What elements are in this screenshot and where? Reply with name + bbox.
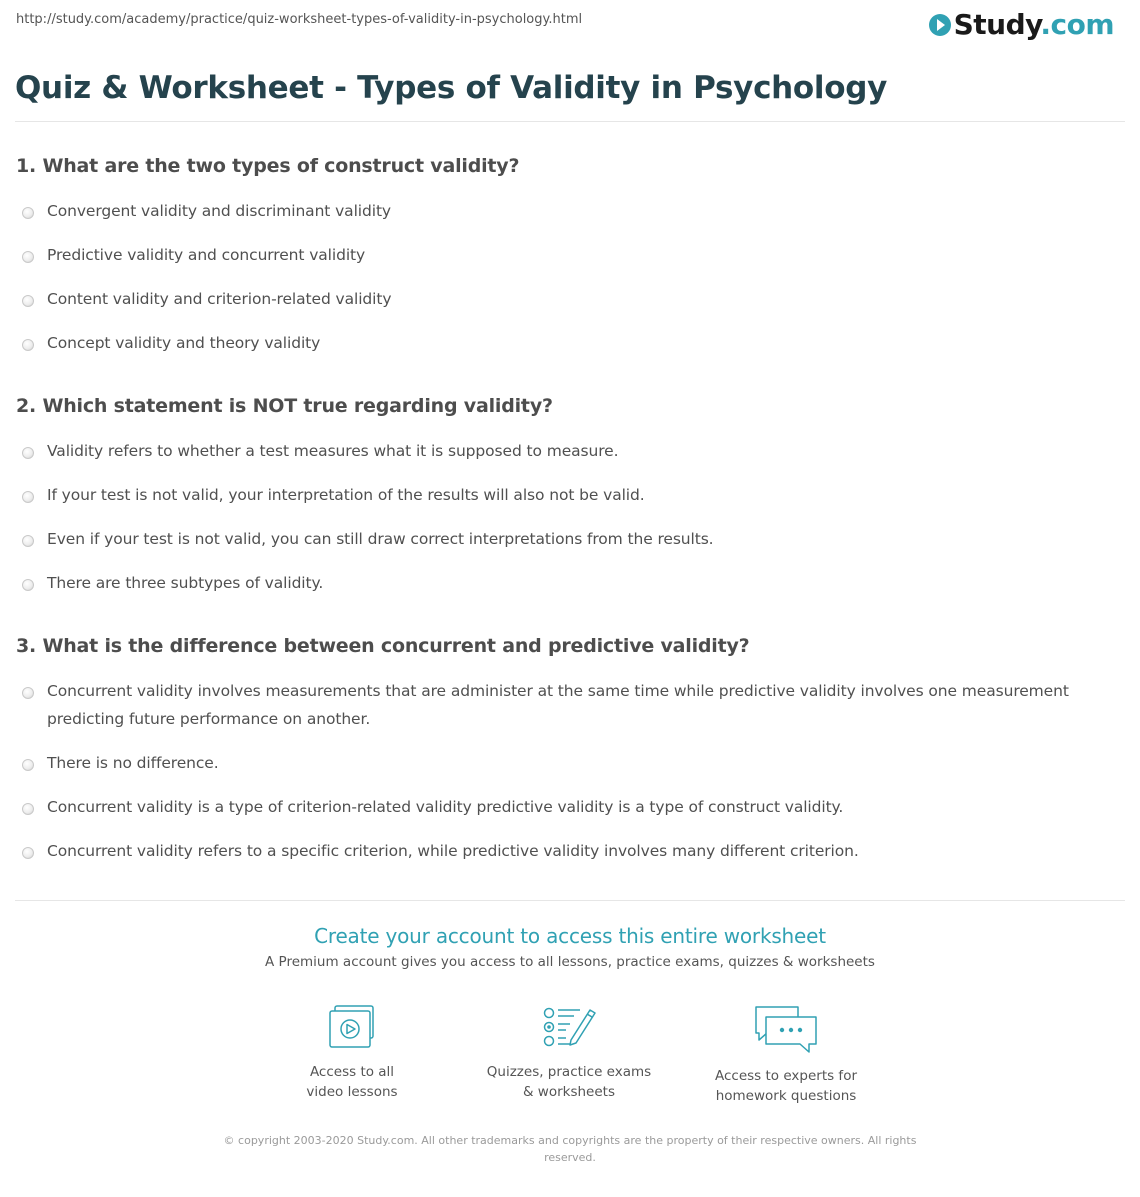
- option-label: There is no difference.: [47, 754, 219, 772]
- option-label: If your test is not valid, your interpretation of the results will also not be valid.: [47, 486, 645, 504]
- logo-text-tld: .com: [1040, 8, 1114, 41]
- option-label: Concurrent validity involves measurements that are administer at the same time while predictive validity involves one measurement predicting future performance on another.: [47, 682, 1069, 728]
- video-lessons-icon: [326, 1004, 378, 1050]
- feature-label: [459, 1062, 679, 1102]
- cta-subtitle: A Premium account gives you access to all lessons, practice exams, quizzes & worksheets: [265, 954, 875, 970]
- chat-bubbles-icon: [753, 1004, 819, 1054]
- radio-button[interactable]: [22, 535, 34, 547]
- q1-option-4[interactable]: [22, 335, 1122, 357]
- feature-label: [242, 1062, 462, 1102]
- q1-option-3[interactable]: [22, 291, 1122, 313]
- study-logo[interactable]: [929, 8, 1114, 41]
- feature-label-line2: homework questions: [715, 1088, 857, 1104]
- q2-option-2[interactable]: [22, 487, 1122, 509]
- question-3: 3. What is the difference between concurrent and predictive validity?: [16, 635, 750, 657]
- page-title: Quiz & Worksheet - Types of Validity in Psychology: [15, 70, 888, 106]
- radio-button[interactable]: [22, 759, 34, 771]
- feature-label: [676, 1066, 896, 1106]
- copyright-line2: reserved.: [544, 1151, 596, 1164]
- feature-quizzes: [459, 1004, 679, 1102]
- q3-option-4[interactable]: [22, 843, 1122, 865]
- feature-label-line1: Access to all: [309, 1064, 395, 1080]
- q1-option-1[interactable]: [22, 203, 1122, 225]
- radio-button[interactable]: [22, 339, 34, 351]
- radio-button[interactable]: [22, 295, 34, 307]
- radio-button[interactable]: [22, 447, 34, 459]
- copyright-line1: © copyright 2003-2020 Study.com. All other trademarks and copyrights are the property of their respective owners. All rights: [223, 1134, 917, 1147]
- top-bar: [0, 0, 1140, 50]
- question-1: 1. What are the two types of construct validity?: [16, 155, 520, 177]
- feature-label-line1: Quizzes, practice exams: [486, 1064, 652, 1080]
- play-circle-icon: [929, 14, 951, 36]
- q2-option-4[interactable]: [22, 575, 1122, 597]
- option-label: Concept validity and theory validity: [47, 334, 321, 352]
- cta-divider: [15, 900, 1125, 901]
- logo-text: [954, 8, 1114, 41]
- radio-button[interactable]: [22, 687, 34, 699]
- option-label: Validity refers to whether a test measures what it is supposed to measure.: [47, 442, 619, 460]
- cta-title[interactable]: Create your account to access this entire worksheet: [314, 924, 826, 948]
- feature-label-line2: video lessons: [306, 1084, 398, 1100]
- question-2: 2. Which statement is NOT true regarding validity?: [16, 395, 553, 417]
- q3-option-2[interactable]: [22, 755, 1122, 777]
- q1-option-2[interactable]: [22, 247, 1122, 269]
- feature-label-line2: & worksheets: [522, 1084, 615, 1100]
- checklist-icon: [540, 1004, 598, 1050]
- radio-button[interactable]: [22, 579, 34, 591]
- option-label: Concurrent validity is a type of criterion-related validity predictive validity is a type of construct validity.: [47, 798, 844, 816]
- radio-button[interactable]: [22, 491, 34, 503]
- q3-option-3[interactable]: [22, 799, 1122, 821]
- option-label: Content validity and criterion-related validity: [47, 290, 392, 308]
- q3-option-1[interactable]: [22, 683, 1122, 733]
- radio-button[interactable]: [22, 847, 34, 859]
- q2-option-3[interactable]: [22, 531, 1122, 553]
- feature-experts: [676, 1004, 896, 1106]
- logo-text-main: Study: [953, 8, 1041, 41]
- radio-button[interactable]: [22, 251, 34, 263]
- option-label: Predictive validity and concurrent validity: [47, 246, 366, 264]
- radio-button[interactable]: [22, 207, 34, 219]
- option-label: Concurrent validity refers to a specific criterion, while predictive validity involves many different criterion.: [47, 842, 859, 860]
- q2-option-1[interactable]: [22, 443, 1122, 465]
- radio-button[interactable]: [22, 803, 34, 815]
- option-label: Even if your test is not valid, you can still draw correct interpretations from the results.: [47, 530, 714, 548]
- feature-label-line1: Access to experts for: [714, 1068, 857, 1084]
- page-url[interactable]: http://study.com/academy/practice/quiz-worksheet-types-of-validity-in-psychology.html: [16, 12, 583, 27]
- feature-video-lessons: [242, 1004, 462, 1102]
- option-label: There are three subtypes of validity.: [47, 574, 324, 592]
- option-label: Convergent validity and discriminant validity: [47, 202, 391, 220]
- copyright-notice: [210, 1132, 930, 1166]
- title-divider: [15, 121, 1125, 122]
